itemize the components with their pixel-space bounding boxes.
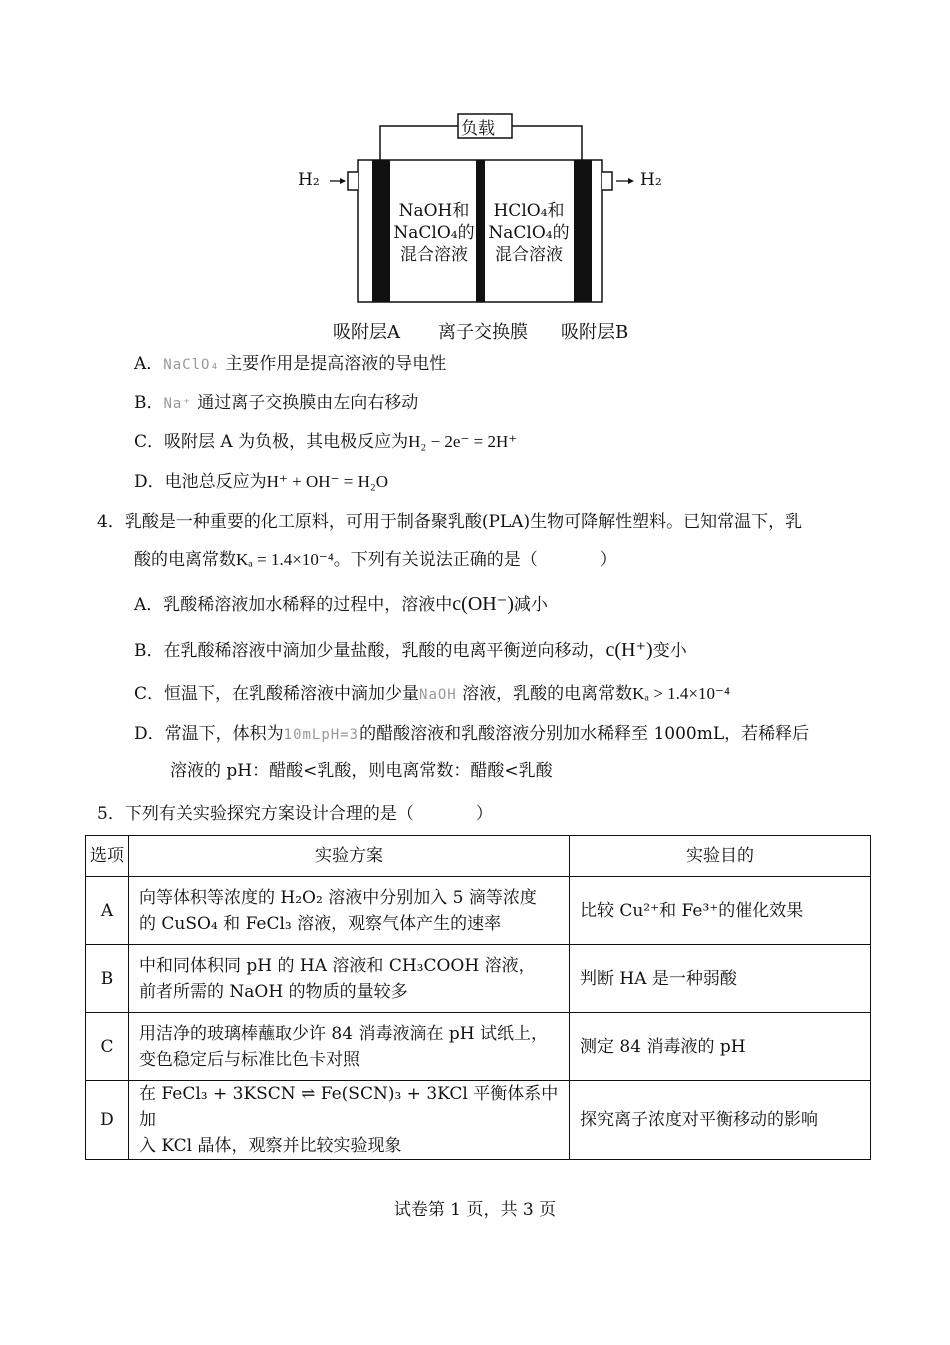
q4-stem-line2: 酸的电离常数Kₐ = 1.4×10⁻⁴。下列有关说法正确的是（ ） xyxy=(134,550,617,570)
q4-option-c: C．恒温下，在乳酸稀溶液中滴加少量NaOH 溶液，乳酸的电离常数Kₐ > 1.4×10⁻⁴ xyxy=(134,684,730,704)
row-plan: 向等体积等浓度的 H₂O₂ 溶液中分别加入 5 滴等浓度 的 CuSO₄ 和 FeCl₃ 溶液，观察气体产生的速率 xyxy=(129,877,570,945)
q4-option-a: A．乳酸稀溶液加水稀释的过程中，溶液中c(OH⁻)减小 xyxy=(134,593,548,615)
row-option: C xyxy=(86,1013,129,1081)
row-goal: 判断 HA 是一种弱酸 xyxy=(570,945,871,1013)
h2-inlet-label: H₂ xyxy=(298,170,320,190)
row-plan: 用洁净的玻璃棒蘸取少许 84 消毒液滴在 pH 试纸上， 变色稳定后与标准比色卡对照 xyxy=(129,1013,570,1081)
q4-stem-line1: 4．乳酸是一种重要的化工原料，可用于制备聚乳酸(PLA)生物可降解性塑料。已知常温下，乳 xyxy=(97,512,803,532)
row-plan: 中和同体积同 pH 的 HA 溶液和 CH₃COOH 溶液， 前者所需的 NaOH 的物质的量较多 xyxy=(129,945,570,1013)
left-chamber-solution: NaOH和 NaClO₄的 混合溶液 xyxy=(393,201,475,265)
page-footer: 试卷第 1 页，共 3 页 xyxy=(393,1200,557,1220)
cell-drawing xyxy=(290,110,670,345)
row-option: D xyxy=(86,1081,129,1160)
header-option: 选项 xyxy=(86,836,129,877)
header-plan: 实验方案 xyxy=(129,836,570,877)
q5-stem: 5．下列有关实验探究方案设计合理的是（ ） xyxy=(97,804,493,824)
label-adsorption-a: 吸附层A xyxy=(333,322,400,343)
table-header-row xyxy=(86,836,871,877)
row-option: B xyxy=(86,945,129,1013)
h2-outlet-label: H₂ xyxy=(640,170,662,190)
adsorption-layer-a xyxy=(372,160,390,302)
ion-exchange-membrane xyxy=(476,160,485,302)
q3-option-a: A．NaClO₄ 主要作用是提高溶液的导电性 xyxy=(134,354,447,374)
row-goal: 探究离子浓度对平衡移动的影响 xyxy=(570,1081,871,1160)
row-plan: 在 FeCl₃ + 3KSCN ⇌ Fe(SCN)₃ + 3KCl 平衡体系中加 入 KCl 晶体，观察并比较实验现象 xyxy=(129,1081,570,1160)
q4-option-d-line2: 溶液的 pH：醋酸<乳酸，则电离常数：醋酸<乳酸 xyxy=(170,761,553,781)
table-row xyxy=(86,945,871,1013)
table-row xyxy=(86,1081,871,1160)
header-goal: 实验目的 xyxy=(570,836,871,877)
q4-option-b: B．在乳酸稀溶液中滴加少量盐酸，乳酸的电离平衡逆向移动，c(H⁺)变小 xyxy=(134,639,687,661)
label-adsorption-b: 吸附层B xyxy=(561,322,629,343)
q4-option-d: D．常温下，体积为10mLpH=3的醋酸溶液和乳酸溶液分别加水稀释至 1000mL，若稀释后 xyxy=(134,724,810,744)
table-row xyxy=(86,1013,871,1081)
row-goal: 比较 Cu²⁺和 Fe³⁺的催化效果 xyxy=(570,877,871,945)
experiment-table xyxy=(85,835,871,1160)
row-goal: 测定 84 消毒液的 pH xyxy=(570,1013,871,1081)
row-option: A xyxy=(86,877,129,945)
q3-option-d: D．电池总反应为H⁺ + OH⁻ = H₂O xyxy=(134,472,389,492)
load-label: 负载 xyxy=(461,119,495,139)
adsorption-layer-b xyxy=(574,160,592,302)
label-membrane: 离子交换膜 xyxy=(438,322,528,343)
right-chamber-solution: HClO₄和 NaClO₄的 混合溶液 xyxy=(488,201,570,265)
table-row xyxy=(86,877,871,945)
q3-option-c: C．吸附层 A 为负极，其电极反应为H₂ − 2e⁻ = 2H⁺ xyxy=(134,432,518,452)
q3-option-b: B．Na⁺ 通过离子交换膜由左向右移动 xyxy=(134,393,419,413)
